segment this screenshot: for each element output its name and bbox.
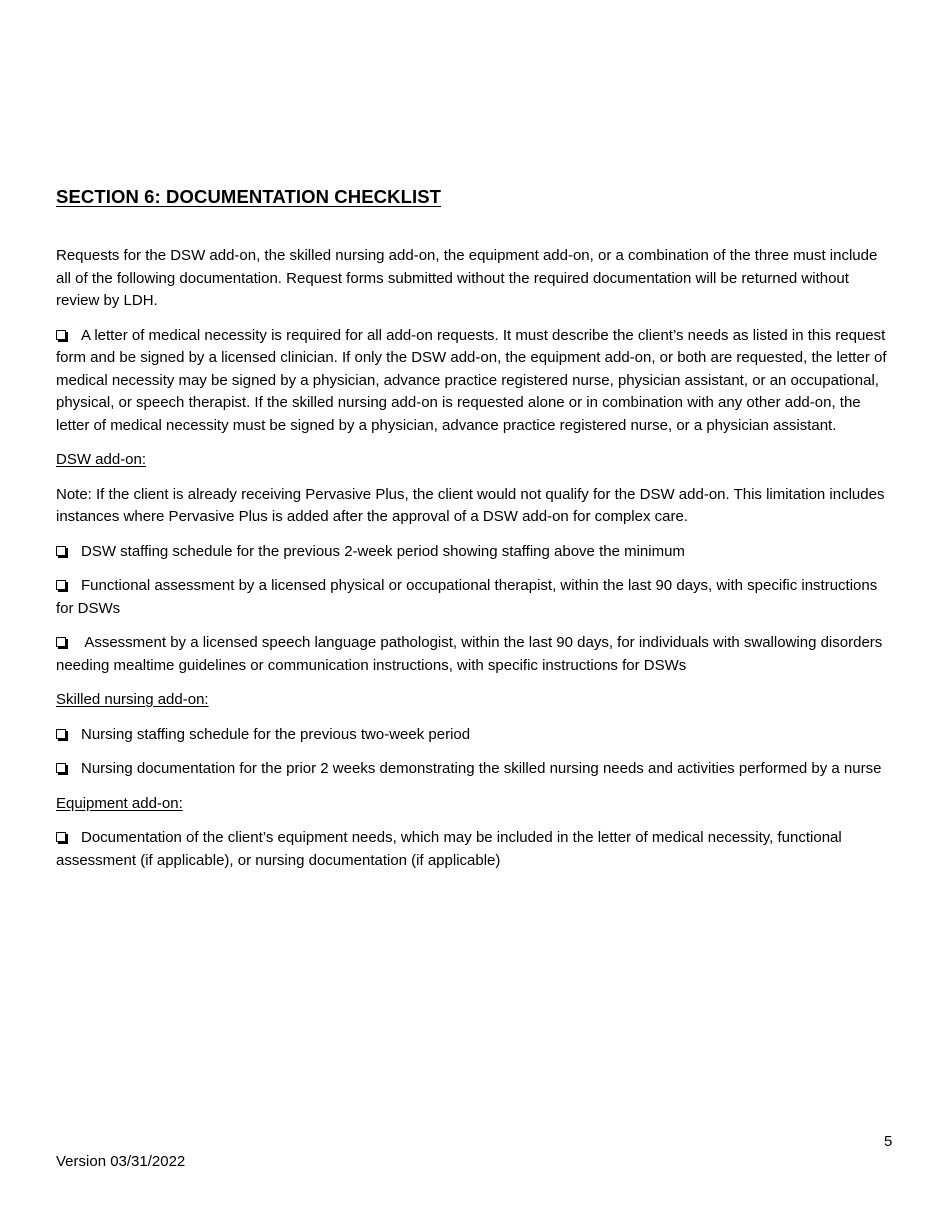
checklist-item-nursing-schedule bbox=[56, 724, 896, 747]
checklist-item-nursing-documentation bbox=[56, 758, 896, 781]
checklist-item-text: Nursing staffing schedule for the previous two-week period bbox=[81, 725, 471, 743]
checkbox-icon[interactable] bbox=[56, 580, 66, 590]
checkbox-icon[interactable] bbox=[56, 832, 66, 842]
checklist-item-text: Functional assessment by a licensed physical or occupational therapist, within the last 90 days, with specific instructions for DSWs bbox=[56, 577, 878, 617]
checklist-item-functional-assessment bbox=[56, 575, 896, 620]
checklist-item-equipment bbox=[56, 827, 896, 872]
nursing-heading: Skilled nursing add-on: bbox=[56, 691, 209, 708]
checklist-item-text: Documentation of the client’s equipment needs, which may be included in the letter of medical necessity, functional assessment (if applicable), or nursing documentation (if applicable) bbox=[56, 829, 842, 869]
checklist-item-text: DSW staffing schedule for the previous 2-week period showing staffing above the minimum bbox=[81, 542, 685, 560]
checkbox-icon[interactable] bbox=[56, 330, 66, 340]
checklist-item-dsw-schedule bbox=[56, 541, 896, 564]
checkbox-icon[interactable] bbox=[56, 729, 66, 739]
document-body bbox=[56, 245, 896, 884]
dsw-note: Note: If the client is already receiving Pervasive Plus, the client would not qualify for the DSW add-on. This limitation includes instances where Pervasive Plus is added after the approval of a DSW add-on for complex care. bbox=[56, 485, 885, 525]
equipment-heading: Equipment add-on: bbox=[56, 794, 183, 812]
version-footer: Version 03/31/2022 bbox=[56, 1153, 186, 1170]
checklist-item-text: A letter of medical necessity is required for all add-on requests. It must describe the client’s needs as listed in this request form and be signed by a licensed clinician. If only the DSW add-on, the equipment add-on, or both are requested, the letter of medical necessity may be signed by a physician, advance practice registered nurse, physician assistant, or an occupational, physical, or speech therapist. If the skilled nursing add-on is requested alone or in combination with any other add-on, the letter of medical necessity must be signed by a physician, advance practice registered nurse, or a physician assistant. bbox=[56, 326, 887, 434]
checkbox-icon[interactable] bbox=[56, 637, 66, 647]
page-number: 5 bbox=[884, 1133, 893, 1150]
checklist-item-letter bbox=[56, 325, 896, 438]
intro-paragraph: Requests for the DSW add-on, the skilled nursing add-on, the equipment add-on, or a combination of the three must include all of the following documentation. Request forms submitted without the required documentation will be returned without review by LDH. bbox=[56, 247, 878, 309]
checklist-item-text: Assessment by a licensed speech language pathologist, within the last 90 days, for individuals with swallowing disorders needing mealtime guidelines or communication instructions, with specific instructions for DSWs bbox=[56, 634, 887, 674]
checklist-item-speech-assessment bbox=[56, 632, 896, 677]
checkbox-icon[interactable] bbox=[56, 763, 66, 773]
checklist-item-text: Nursing documentation for the prior 2 weeks demonstrating the skilled nursing needs and activities performed by a nurse bbox=[81, 760, 882, 777]
checkbox-icon[interactable] bbox=[56, 546, 66, 556]
dsw-heading: DSW add-on: bbox=[56, 451, 147, 468]
section-title: SECTION 6: DOCUMENTATION CHECKLIST bbox=[56, 186, 442, 207]
